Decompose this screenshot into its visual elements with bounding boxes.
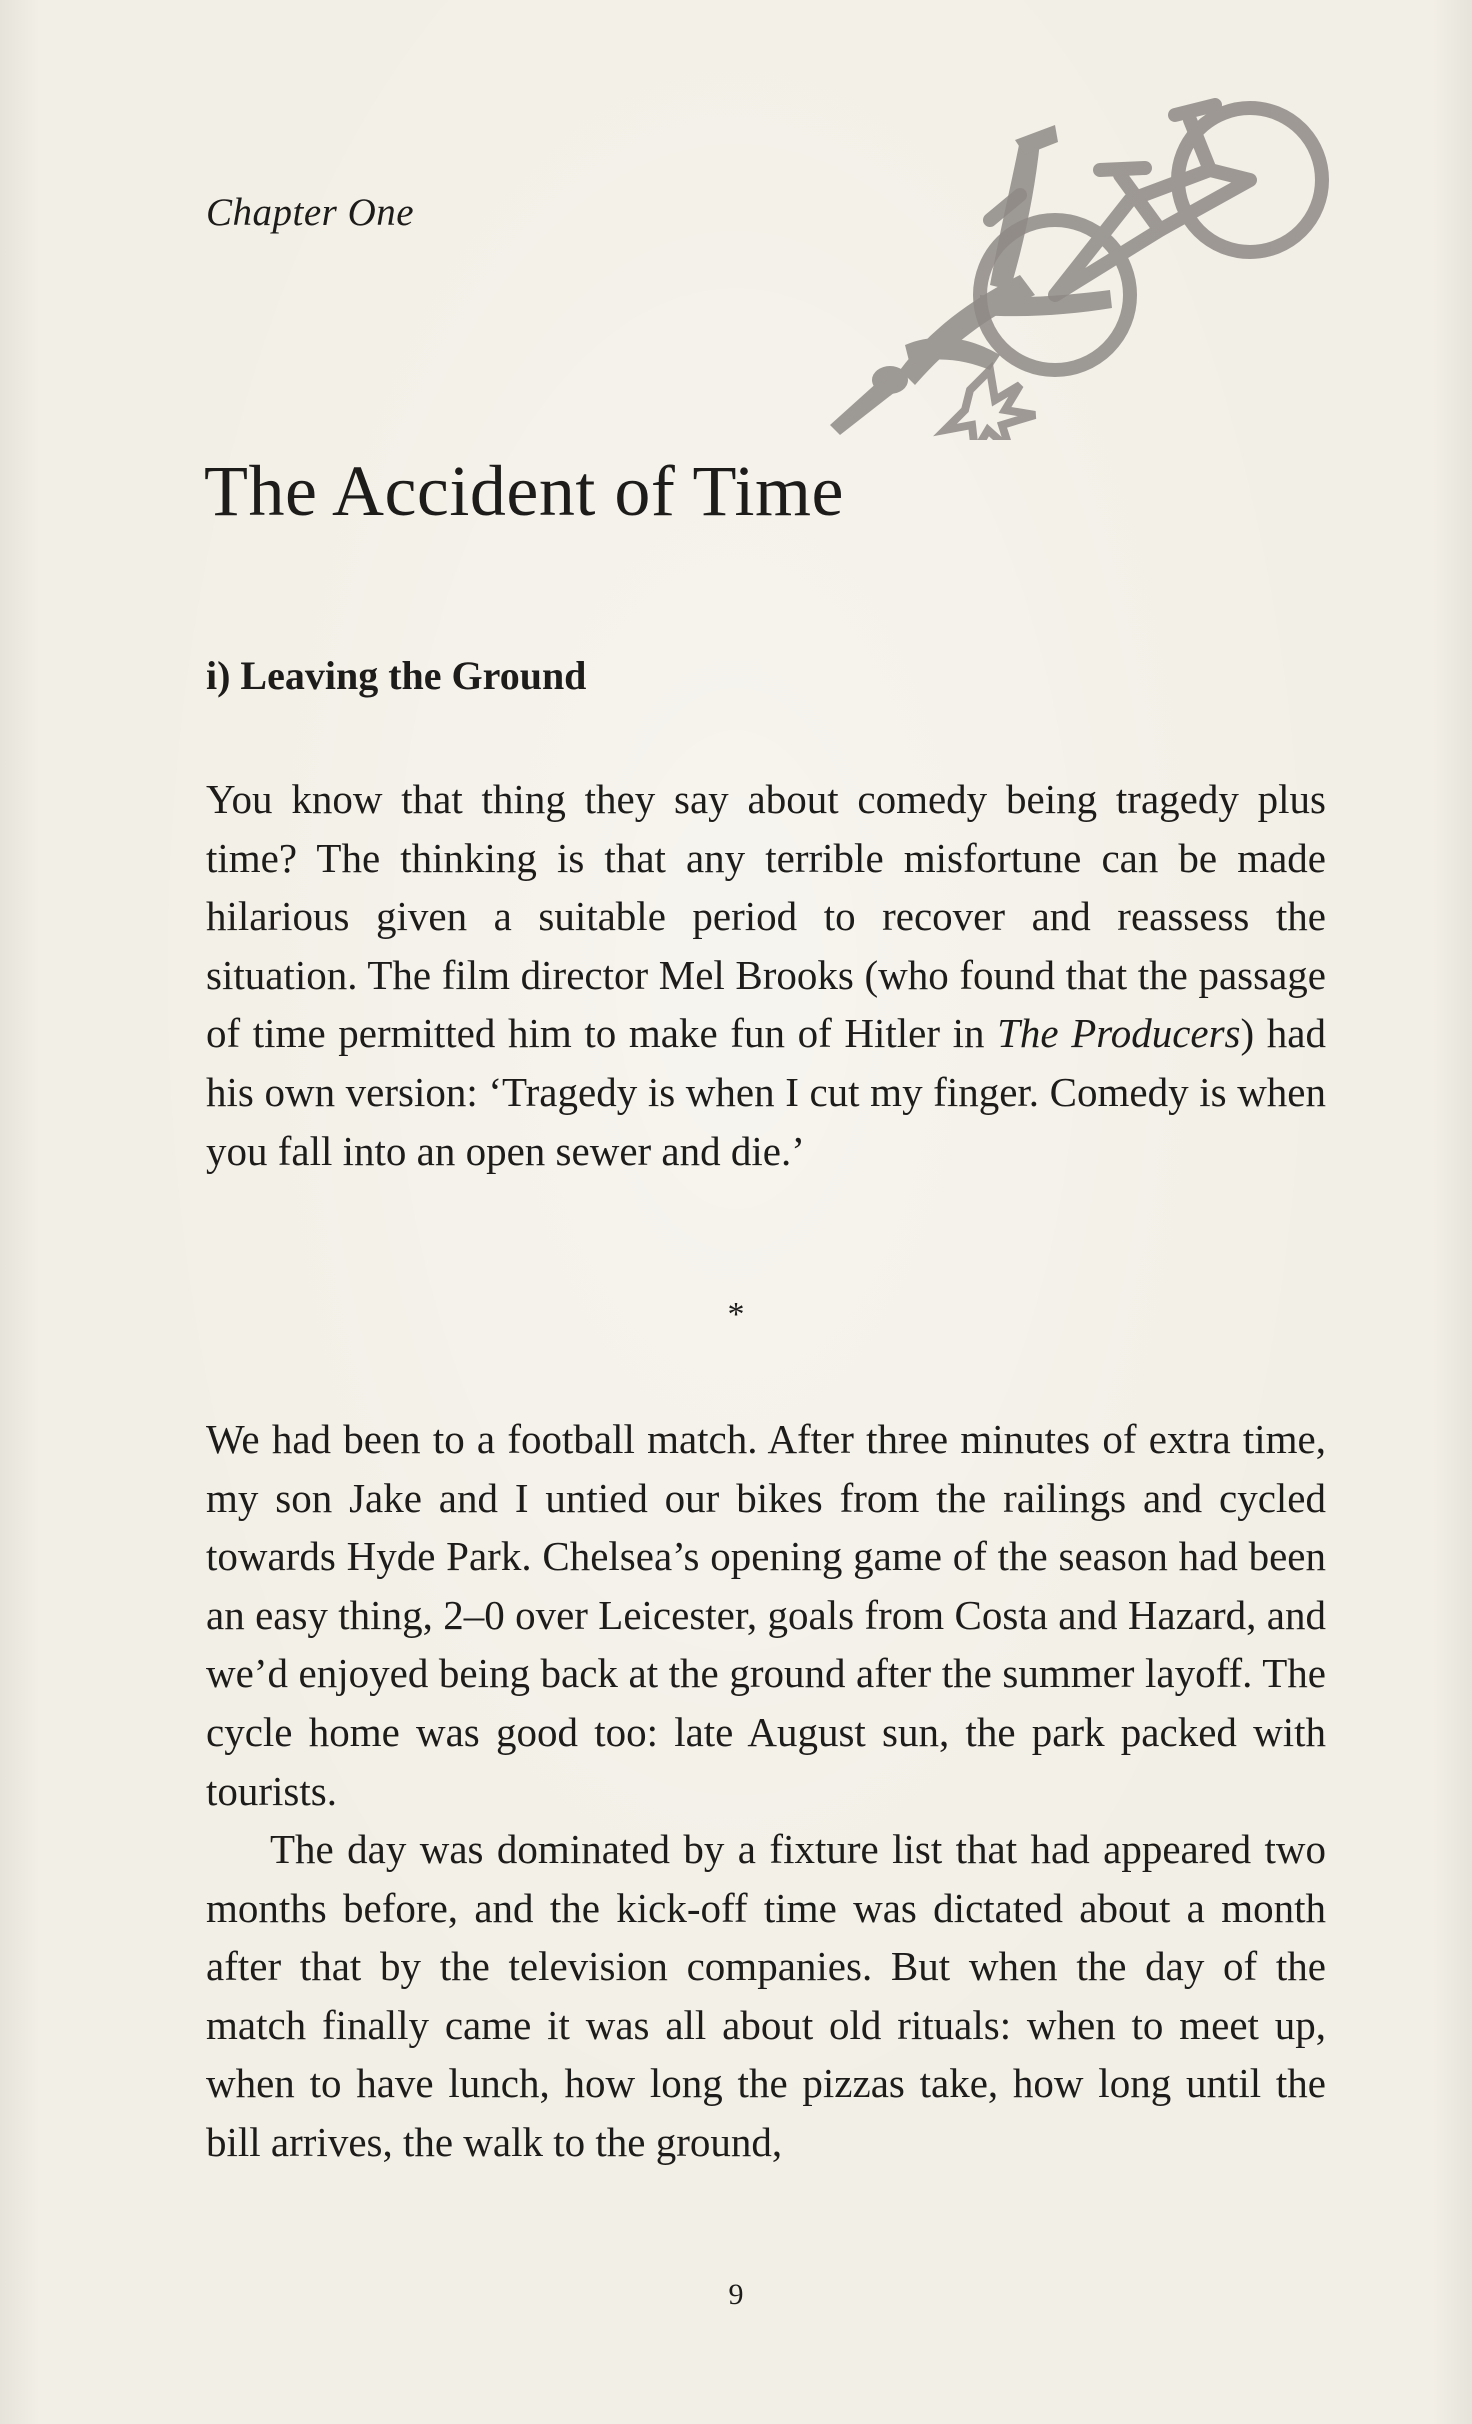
paragraph-3: The day was dominated by a fixture list that had appeared two months before, and the kick-off time was dictated about a month after that by the television companies. But when the day of the match finally came it was all about old rituals: when to meet up, when to have lunch, how long the pizzas take, how long until the bill arrives, the walk to the ground, xyxy=(206,1826,1326,2165)
paragraph-1-text-start: You know that thing they say about comedy being tragedy plus time? The thinking is that any terrible misfortune can be made hilarious given a suitable period to recover and reassess the situation. The film director Mel Brooks (who found that the passage of time permitted him to make fun of Hitler in xyxy=(206,776,1326,1057)
paragraph-1-text-end: ) had his own version: ‘Tragedy is when I cut my finger. Comedy is when you fall into an open sewer and die.’ xyxy=(206,1010,1326,1174)
section-break: * xyxy=(727,1296,745,1333)
chapter-label: Chapter One xyxy=(206,191,415,234)
paragraph-1 xyxy=(206,770,1326,1180)
falling-cyclist-illustration xyxy=(690,80,1340,440)
page-number: 9 xyxy=(728,2278,744,2311)
film-title: The Producers xyxy=(997,1010,1241,1057)
section-heading: i) Leaving the Ground xyxy=(206,653,587,698)
paragraph-2: We had been to a football match. After three minutes of extra time, my son Jake and I untied our bikes from the railings and cycled towards Hyde Park. Chelsea’s opening game of the season had been an easy thing, 2–0 over Leicester, goals from Costa and Hazard, and we’d enjoyed being back at the ground after the summer layoff. The cycle home was good too: late August sun, the park packed with tourists. xyxy=(206,1416,1326,1814)
chapter-title: The Accident of Time xyxy=(204,451,844,531)
